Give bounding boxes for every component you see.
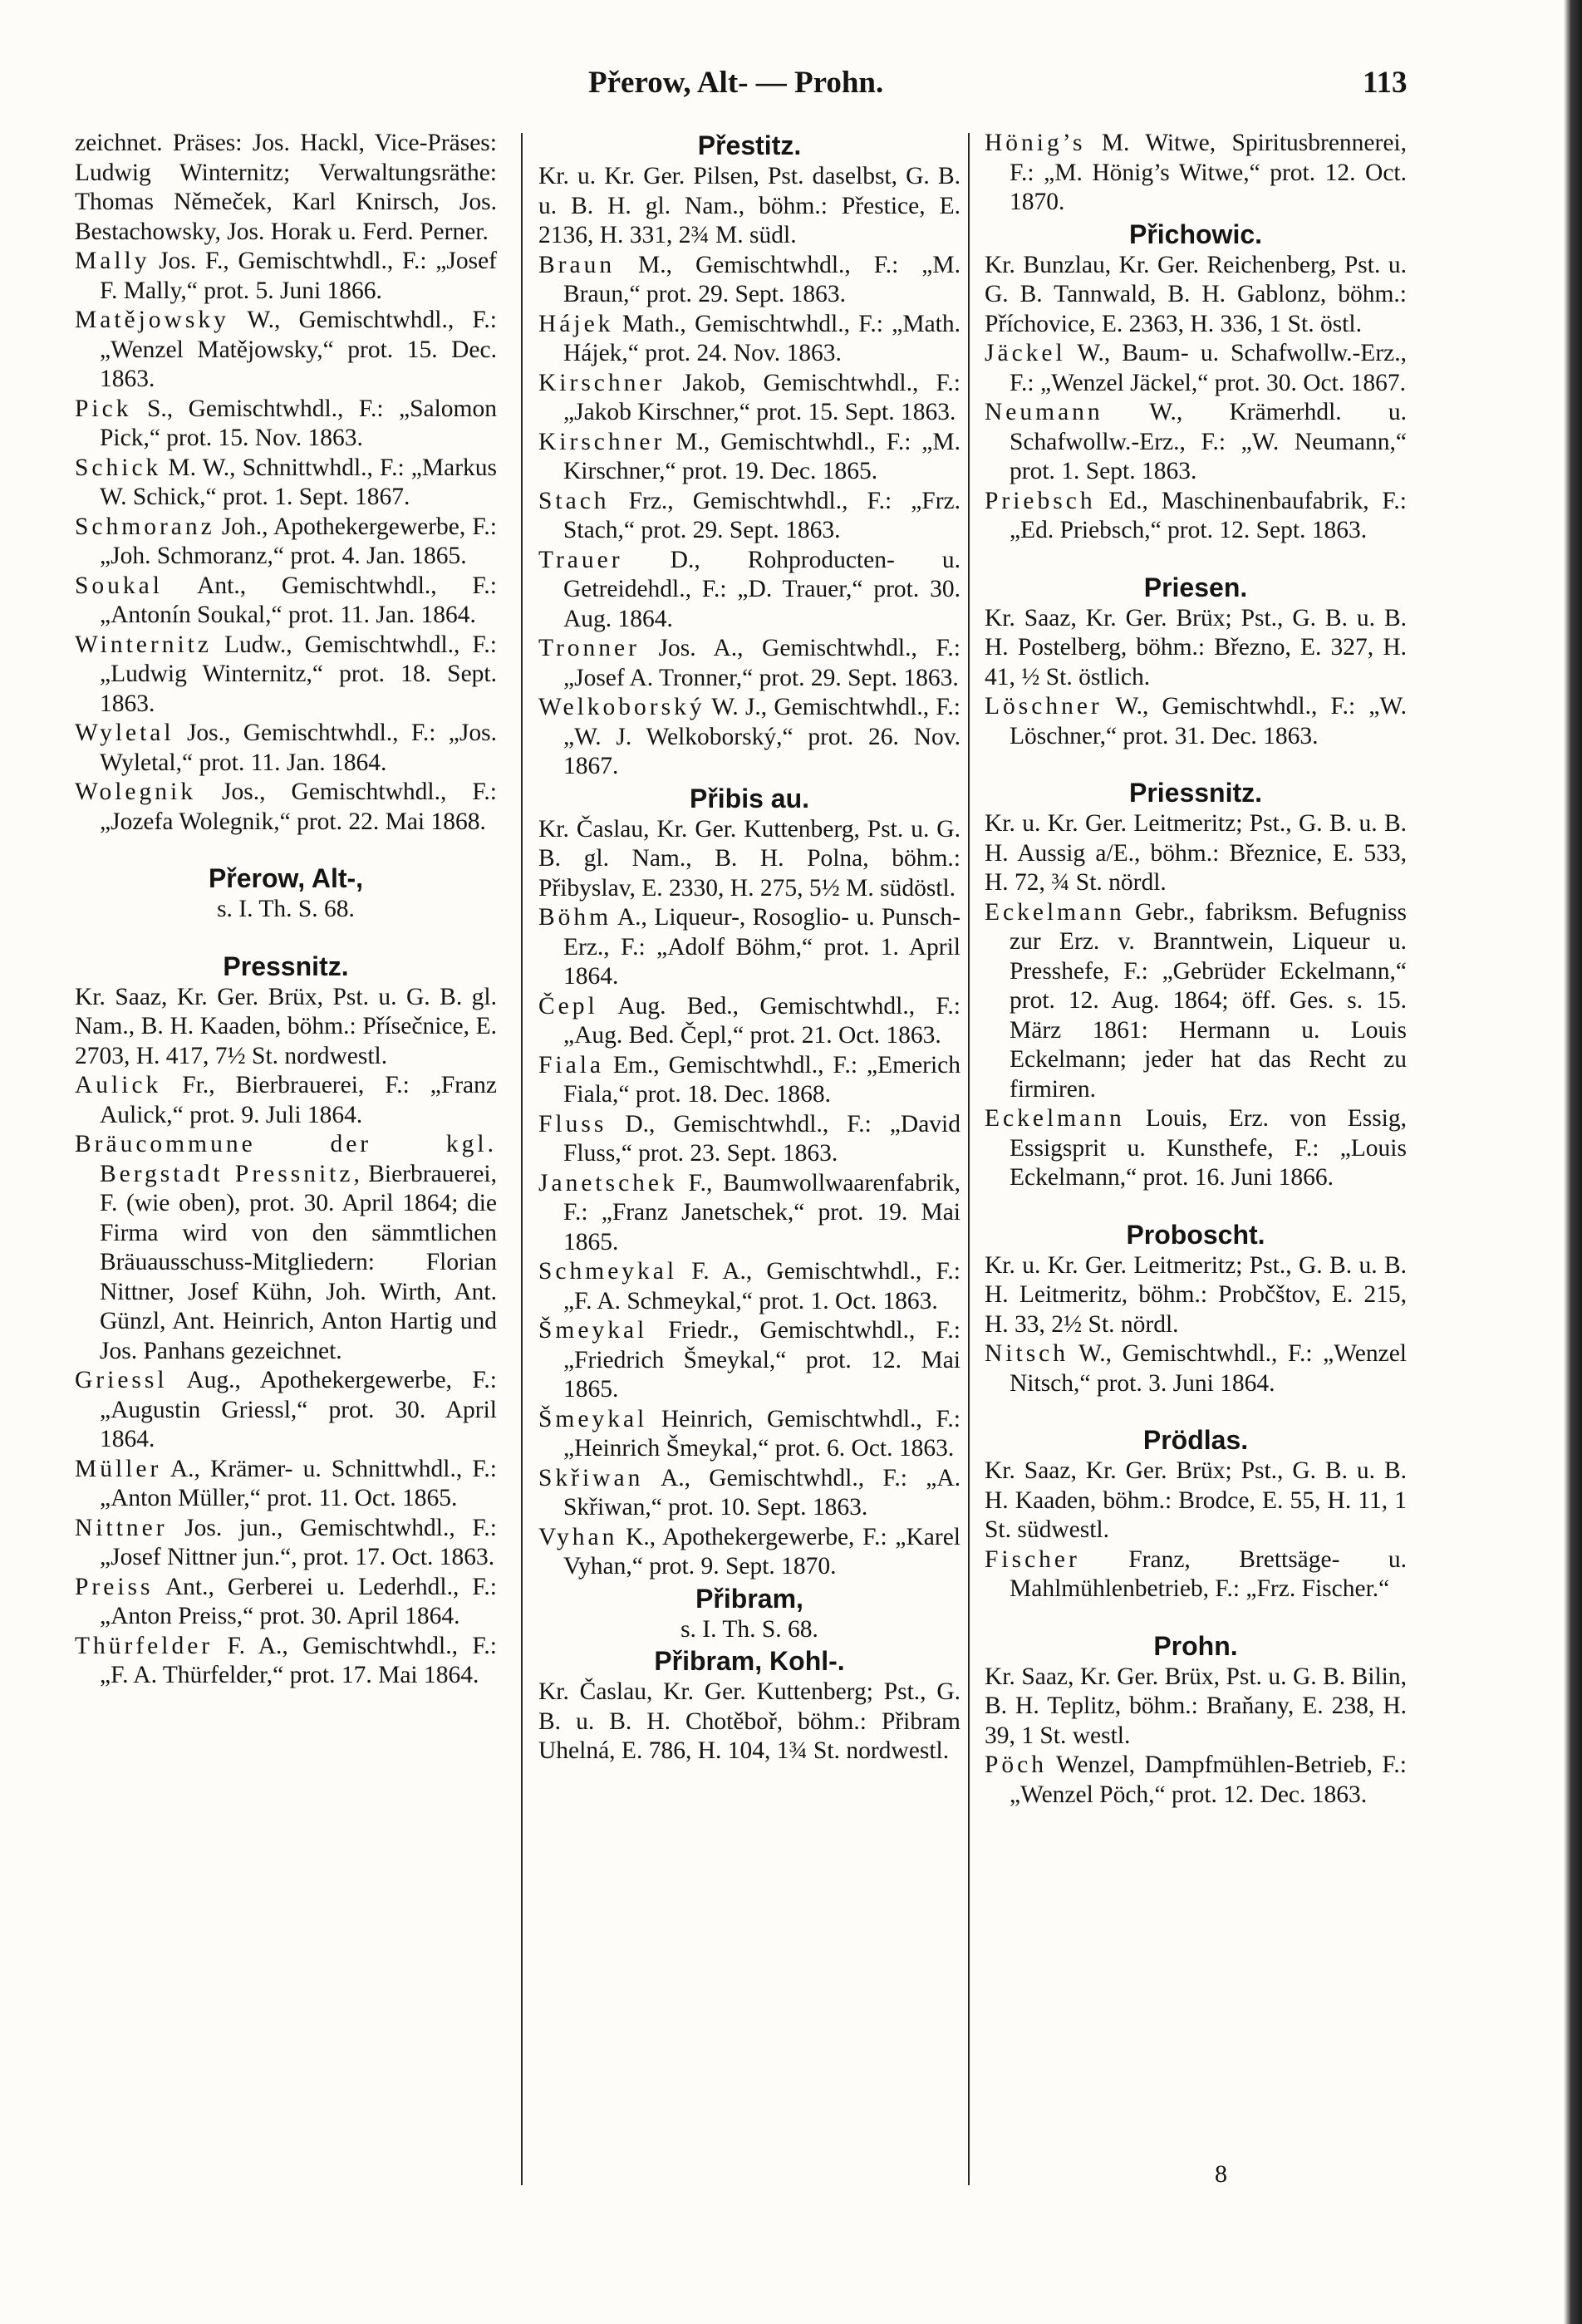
firm-entry [538,546,960,635]
place-heading: Pressnitz. [223,951,349,981]
firm-name: Bräucommune der kgl. Bergstadt Pressnitz [75,1131,497,1187]
firm-entry [985,1104,1407,1193]
firm-entry [75,395,497,454]
firm-entry [75,513,497,572]
firm-name: Neumann [985,399,1103,425]
firm-entry [75,1130,497,1366]
firm-name: Tronner [538,635,640,661]
firm-name: Kirschner [538,369,666,396]
firm-entry [538,693,960,782]
firm-entry [75,631,497,720]
firm-name: Winternitz [75,631,212,658]
firm-entry [75,1071,497,1130]
firm-entry [75,778,497,837]
firm-entry [538,1523,960,1582]
firm-details: W., Gemischtwhdl., F.: „W. Löschner,“ prot. 31. Dec. 1863. [1010,693,1407,749]
firm-details: Aug. Bed., Gemischtwhdl., F.: „Aug. Bed. Čepl,“ prot. 21. Oct. 1863. [563,992,960,1049]
firm-entry [538,1110,960,1169]
firm-name: Trauer [538,546,623,573]
place-description: Kr. Saaz, Kr. Ger. Brüx, Pst. u. G. B. Bilin, B. H. Teplitz, böhm.: Braňany, E. 238, H. 39, 1 St. westl. [985,1663,1407,1749]
firm-entry [538,428,960,487]
place-heading: Přichowic. [1128,219,1263,249]
place-heading: Proboscht. [1126,1219,1265,1250]
firm-details: M. Witwe, Spiritusbrennerei, F.: „M. Hönig’s Witwe,“ prot. 12. Oct. 1870. [1010,130,1407,215]
place-description: Kr. Saaz, Kr. Ger. Brüx; Pst., G. B. u. B. H. Postelberg, böhm.: Březno, E. 327, H. 41, ½ St. östlich. [985,604,1407,690]
firm-details: K., Apothekergewerbe, F.: „Karel Vyhan,“ prot. 9. Sept. 1870. [563,1523,960,1580]
firm-details: Fr., Bierbrauerei, F.: „Franz Aulick,“ prot. 9. Juli 1864. [100,1072,497,1128]
firm-name: Schick [75,454,162,481]
place-heading: Přerow, Alt-, [208,863,364,893]
firm-name: Müller [75,1455,162,1482]
page-header [0,65,1582,106]
firm-entry [538,310,960,369]
firm-details: Heinrich, Gemischtwhdl., F.: „Heinrich Šmeykal,“ prot. 6. Oct. 1863. [563,1405,960,1462]
firm-name: Aulick [75,1072,162,1098]
place-description: Kr. Saaz, Kr. Ger. Brüx; Pst., G. B. u. B. H. Kaaden, böhm.: Brodce, E. 55, H. 11, 1 St. südwestl. [985,1457,1407,1543]
firm-details: A., Liqueur-, Rosoglio- u. Punsch-Erz., F.: „Adolf Böhm,“ prot. 1. April 1864. [563,904,960,990]
firm-entry [75,572,497,631]
firm-entry [985,1545,1407,1604]
firm-name: Böhm [538,904,612,931]
place-description: Kr. u. Kr. Ger. Leitmeritz; Pst., G. B. u. B. H. Leitmeritz, böhm.: Probčštov, E. 215, H. 33, 2½ St. nördl. [985,1251,1407,1338]
firm-name: Griessl [75,1367,168,1393]
firm-entry [985,398,1407,487]
place-heading: Přibram, [695,1583,803,1614]
firm-name: Stach [538,487,610,514]
firm-name: Nittner [75,1514,168,1541]
firm-entry [538,1169,960,1258]
firm-entry [538,1257,960,1316]
firm-entry [538,251,960,310]
firm-name: Eckelmann [985,1105,1125,1132]
firm-name: Vyhan [538,1523,618,1550]
signature-mark: 8 [1215,2160,1227,2188]
cross-reference-note: s. I. Th. S. 68. [680,1615,818,1643]
firm-name: Čepl [538,992,598,1020]
place-heading: Přibram, Kohl-. [654,1646,845,1676]
firm-details: A., Gemischtwhdl., F.: „A. Skřiwan,“ prot. 10. Sept. 1863. [563,1464,960,1521]
firm-details: M., Gemischtwhdl., F.: „M. Kirschner,“ prot. 19. Dec. 1865. [563,428,960,484]
firm-details: Ed., Maschinenbaufabrik, F.: „Ed. Priebsch,“ prot. 12. Sept. 1863. [1010,487,1407,543]
place-description: Kr. Bunzlau, Kr. Ger. Reichenberg, Pst. u. G. B. Tannwald, B. H. Gablonz, böhm.: Příchovice, E. 2363, H. 336, 1 St. östl. [985,251,1407,337]
firm-name: Hönig’s [985,130,1086,156]
firm-name: Welkoborský [538,694,705,720]
firm-details: Jos. A., Gemischtwhdl., F.: „Josef A. Tronner,“ prot. 29. Sept. 1863. [563,635,960,691]
firm-entry [75,719,497,778]
firm-entry [985,692,1407,751]
firm-details: Jos., Gemischtwhdl., F.: „Jozefa Wolegnik,“ prot. 22. Mai 1868. [100,779,497,835]
firm-name: Hájek [538,310,614,337]
firm-details: Jos. F., Gemischtwhdl., F.: „Josef F. Mally,“ prot. 5. Juni 1866. [100,248,497,304]
place-description: Kr. u. Kr. Ger. Leitmeritz; Pst., G. B. u. B. H. Aussig a/E., böhm.: Březnice, E. 533, H. 72, ¾ St. nördl. [985,810,1407,896]
firm-name: Šmeykal [538,1405,648,1432]
firm-name: Priebsch [985,487,1096,514]
firm-entry [75,1632,497,1691]
firm-details: M. W., Schnittwhdl., F.: „Markus W. Schick,“ prot. 1. Sept. 1867. [100,454,497,510]
firm-details: F. A., Gemischtwhdl., F.: „F. A. Schmeykal,“ prot. 1. Oct. 1863. [563,1258,960,1314]
firm-entry [75,454,497,513]
firm-name: Schmeykal [538,1258,678,1285]
firm-entry [75,247,497,306]
firm-name: Eckelmann [985,898,1125,926]
firm-name: Matějowsky [75,307,229,333]
firm-name: Mally [75,248,150,274]
place-description: Kr. Časlau, Kr. Ger. Kuttenberg; Pst., G. B. u. B. H. Chotěboř, böhm.: Přibram Uhelná, E. 786, H. 104, 1¾ St. nordwestl. [538,1678,960,1764]
running-title: Přerow, Alt- — Prohn. [588,66,884,100]
firm-name: Braun [538,251,616,278]
firm-name: Schmoranz [75,513,215,540]
firm-details: Gebr., fabriksm. Befugniss zur Erz. v. Branntwein, Liqueur u. Presshefe, F.: „Gebrüder Eckelmann,“ prot. 12. Aug. 1864; öff. Ges. s. 15. März 1861: Hermann u. Louis Eckelmann; jeder hat das Recht zu firmiren. [1010,898,1407,1103]
firm-details: Em., Gemischtwhdl., F.: „Emerich Fiala,“ prot. 18. Dec. 1868. [563,1051,960,1108]
firm-details: M., Gemischtwhdl., F.: „M. Braun,“ prot. 29. Sept. 1863. [563,251,960,307]
firm-details: W. J., Gemischtwhdl., F.: „W. J. Welkoborský,“ prot. 26. Nov. 1867. [563,694,960,779]
firm-name: Preiss [75,1573,154,1600]
firm-details: Ant., Gemischtwhdl., F.: „Antonín Soukal,“ prot. 11. Jan. 1864. [100,572,497,628]
page-edge-shadow [1564,0,1582,2324]
firm-details: , Bierbrauerei, F. (wie oben), prot. 30. April 1864; die Firma wird von den sämmtlichen Bräuausschuss-Mitgliedern: Florian Nittner, Josef Kühn, Joh. Wirth, Ant. Günzl, Ant. Heinrich, Anton Hartig und Jos. Panhans gezeichnet. [100,1160,497,1364]
firm-entry [75,1573,497,1632]
firm-details: F. A., Gemischtwhdl., F.: „F. A. Thürfelder,“ prot. 17. Mai 1864. [100,1632,497,1688]
place-heading: Priesen. [1143,572,1248,602]
firm-name: Jäckel [985,340,1066,366]
firm-name: Kirschner [538,428,666,455]
firm-name: Pöch [985,1752,1047,1778]
page-number: 113 [1363,66,1408,100]
firm-details: W., Gemischtwhdl., F.: „Wenzel Nitsch,“ prot. 3. Juni 1864. [1010,1340,1407,1397]
firm-details: D., Gemischtwhdl., F.: „David Fluss,“ prot. 23. Sept. 1863. [563,1110,960,1167]
firm-entry [75,1455,497,1514]
firm-details: Jos. jun., Gemischtwhdl., F.: „Josef Nittner jun.“, prot. 17. Oct. 1863. [100,1514,497,1570]
place-description: Kr. Saaz, Kr. Ger. Brüx, Pst. u. G. B. gl. Nam., B. H. Kaaden, böhm.: Přísečnice, E. 2703, H. 417, 7½ St. nordwestl. [75,983,497,1069]
firm-details: Wenzel, Dampfmühlen-Betrieb, F.: „Wenzel Pöch,“ prot. 12. Dec. 1863. [1010,1752,1407,1808]
firm-details: D., Rohproducten- u. Getreidehdl., F.: „D. Trauer,“ prot. 30. Aug. 1864. [563,546,960,632]
firm-details: Ant., Gerberei u. Lederhdl., F.: „Anton Preiss,“ prot. 30. April 1864. [100,1573,497,1629]
firm-details: W., Baum- u. Schafwollw.-Erz., F.: „Wenzel Jäckel,“ prot. 30. Oct. 1867. [1010,340,1407,396]
place-heading: Prohn. [1153,1630,1238,1661]
firm-entry [985,898,1407,1105]
firm-details: W., Krämerhdl. u. Schafwollw.-Erz., F.: „W. Neumann,“ prot. 1. Sept. 1863. [1010,399,1407,484]
firm-entry [75,306,497,395]
firm-details: Louis, Erz. von Essig, Essigsprit u. Kunsthefe, F.: „Louis Eckelmann,“ prot. 16. Juni 1866. [1010,1105,1407,1191]
firm-name: Pick [75,395,132,422]
place-heading: Přestitz. [697,130,802,160]
firm-name: Fluss [538,1110,607,1137]
firm-entry [538,1464,960,1523]
firm-entry [985,1751,1407,1810]
firm-details: Friedr., Gemischtwhdl., F.: „Friedrich Šmeykal,“ prot. 12. Mai 1865. [563,1317,960,1403]
firm-entry [538,992,960,1051]
place-heading: Priessnitz. [1128,778,1263,808]
firm-name: Šmeykal [538,1317,648,1344]
column-middle [538,129,960,1766]
place-description: zeichnet. Präses: Jos. Hackl, Vice-Präses: Ludwig Winternitz; Verwaltungsräthe: Thomas Němeček, Karl Knirsch, Jos. Bestachowsky, Jos. Horak u. Ferd. Perner. [75,130,497,245]
column-divider [521,133,523,2185]
firm-details: A., Krämer- u. Schnittwhdl., F.: „Anton Müller,“ prot. 11. Oct. 1865. [100,1455,497,1511]
firm-entry [538,903,960,992]
firm-name: Janetschek [538,1169,678,1196]
firm-name: Fischer [985,1545,1080,1573]
firm-details: Math., Gemischtwhdl., F.: „Math. Hájek,“ prot. 24. Nov. 1863. [563,310,960,366]
firm-entry [538,634,960,693]
cross-reference-note: s. I. Th. S. 68. [217,896,355,922]
firm-name: Thürfelder [75,1632,214,1659]
firm-name: Wyletal [75,720,174,746]
firm-name: Fiala [538,1051,604,1078]
place-heading: Prödlas. [1142,1425,1249,1455]
firm-entry [538,487,960,546]
firm-name: Nitsch [985,1340,1069,1367]
firm-details: Joh., Apothekergewerbe, F.: „Joh. Schmoranz,“ prot. 4. Jan. 1865. [100,513,497,569]
firm-entry [985,1339,1407,1398]
firm-details: Ludw., Gemischtwhdl., F.: „Ludwig Winternitz,“ prot. 18. Sept. 1863. [100,631,497,717]
firm-details: W., Gemischtwhdl., F.: „Wenzel Matějowsky,“ prot. 15. Dec. 1863. [100,307,497,392]
firm-name: Löschner [985,693,1103,720]
firm-details: Aug., Apothekergewerbe, F.: „Augustin Griessl,“ prot. 30. April 1864. [100,1367,497,1452]
column-right [985,129,1407,1810]
firm-details: S., Gemischtwhdl., F.: „Salomon Pick,“ prot. 15. Nov. 1863. [100,395,497,451]
firm-entry [538,1051,960,1110]
firm-name: Skřiwan [538,1464,644,1491]
firm-entry [985,339,1407,398]
place-heading: Přibis au. [689,783,810,813]
firm-entry [538,1405,960,1464]
firm-details: Frz., Gemischtwhdl., F.: „Frz. Stach,“ prot. 29. Sept. 1863. [563,487,960,543]
firm-entry [985,487,1407,546]
firm-entry [538,1316,960,1405]
firm-details: Jakob, Gemischtwhdl., F.: „Jakob Kirschner,“ prot. 15. Sept. 1863. [563,369,960,425]
firm-entry [538,369,960,428]
firm-name: Soukal [75,572,163,599]
column-divider [968,133,970,2185]
firm-entry [75,1514,497,1573]
column-left [75,129,497,1691]
firm-details: Jos., Gemischtwhdl., F.: „Jos. Wyletal,“ prot. 11. Jan. 1864. [100,720,497,776]
place-description: Kr. u. Kr. Ger. Pilsen, Pst. daselbst, G. B. u. B. H. gl. Nam., böhm.: Přestice, E. 2136, H. 331, 2¾ M. südl. [538,163,960,248]
firm-details: Franz, Brettsäge- u. Mahlmühlenbetrieb, F.: „Frz. Fischer.“ [1010,1545,1407,1602]
firm-name: Wolegnik [75,779,196,805]
place-description: Kr. Časlau, Kr. Ger. Kuttenberg, Pst. u. G. B. gl. Nam., B. H. Polna, böhm.: Přibyslav, E. 2330, H. 275, 5½ M. südöstl. [538,815,960,902]
firm-entry [985,129,1407,218]
firm-entry [75,1366,497,1455]
firm-details: F., Baumwollwaarenfabrik, F.: „Franz Janetschek,“ prot. 19. Mai 1865. [563,1169,960,1255]
